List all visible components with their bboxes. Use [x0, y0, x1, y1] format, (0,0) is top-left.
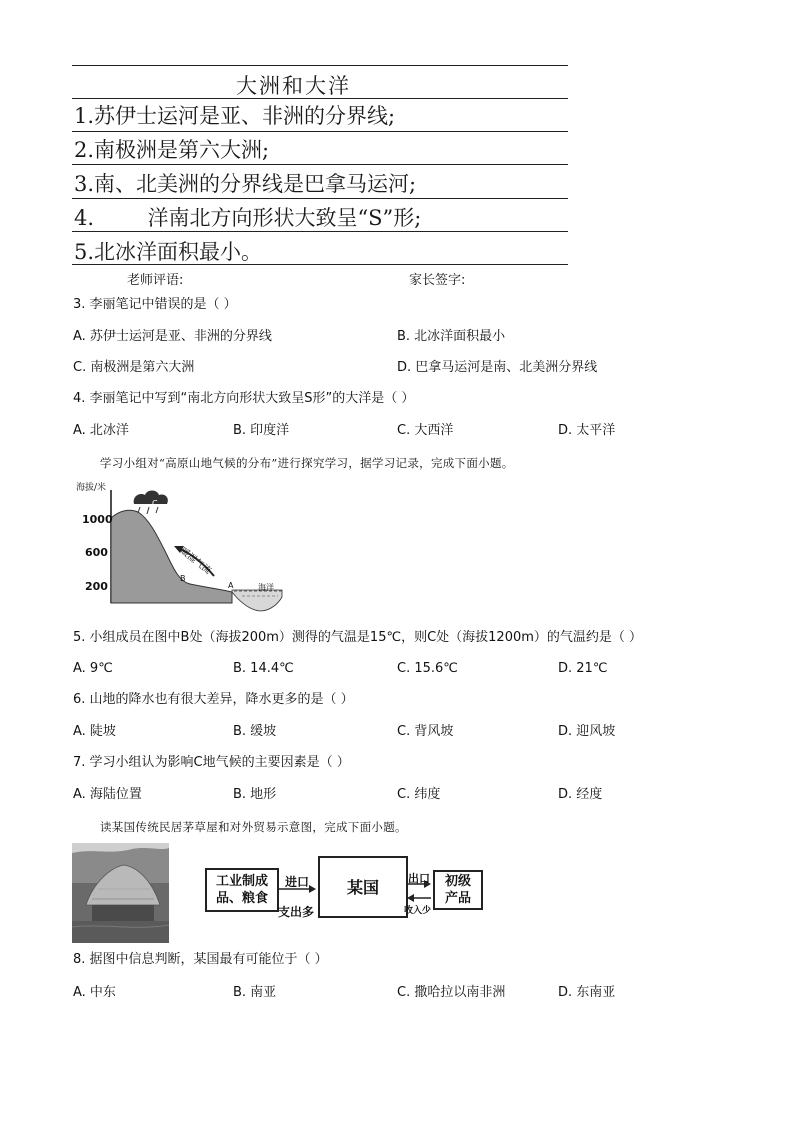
question-6-option-c[interactable]: C. 背风坡 [397, 724, 454, 739]
thatched-hut-svg [72, 843, 169, 943]
country-label: 某国 [346, 877, 379, 897]
intro-trade: 读某国传统民居茅草屋和对外贸易示意图，完成下面小题。 [100, 820, 407, 834]
notebook-line-3: 3.南、北美洲的分界线是巴拿马运河; [74, 172, 417, 196]
income-label: 收入少 [404, 906, 432, 916]
question-8-option-b[interactable]: B. 南亚 [233, 985, 277, 1000]
question-3-stem: 3. 李丽笔记中错误的是（ ） [73, 297, 237, 312]
export-label: 出口 [408, 872, 430, 885]
question-7-option-d[interactable]: D. 经度 [558, 787, 603, 802]
point-b-label: B [180, 574, 186, 583]
wind-label: 暖湿气流 [177, 546, 213, 577]
question-6-option-b[interactable]: B. 缓坡 [233, 724, 277, 739]
question-5-option-a[interactable]: A. 9℃ [73, 661, 113, 676]
parent-sign-label: 家长签字: [409, 273, 466, 288]
question-4-option-a[interactable]: A. 北冰洋 [73, 423, 129, 438]
notebook-rule [72, 198, 568, 199]
question-7-option-a[interactable]: A. 海陆位置 [73, 787, 142, 802]
trade-diagram [205, 856, 485, 918]
trade-arrows-svg [205, 856, 485, 918]
question-7-option-c[interactable]: C. 纬度 [397, 787, 441, 802]
rain-drop [147, 507, 149, 514]
question-5-option-d[interactable]: D. 21℃ [558, 661, 608, 676]
question-3-option-b[interactable]: B. 北冰洋面积最小 [397, 329, 506, 344]
primary-goods-label: 初级产品 [444, 874, 471, 906]
question-8-option-c[interactable]: C. 撒哈拉以南非洲 [397, 985, 506, 1000]
notebook-rule [72, 231, 568, 232]
y-axis-label: 海拔/米 [76, 483, 107, 493]
notebook-rule [72, 65, 568, 66]
question-3-option-a[interactable]: A. 苏伊士运河是亚、非洲的分界线 [73, 329, 272, 344]
notebook-rule [72, 264, 568, 265]
y-tick-200: 200 [85, 580, 108, 593]
thatched-hut-photo [72, 843, 169, 943]
question-4-option-b[interactable]: B. 印度洋 [233, 423, 290, 438]
question-3-option-d[interactable]: D. 巴拿马运河是南、北美洲分界线 [397, 360, 598, 375]
question-5-option-b[interactable]: B. 14.4℃ [233, 661, 294, 676]
question-8-option-a[interactable]: A. 中东 [73, 985, 116, 1000]
question-6-option-d[interactable]: D. 迎风坡 [558, 724, 616, 739]
notebook-rule [72, 131, 568, 132]
point-c-label: C [152, 499, 158, 508]
question-6-option-a[interactable]: A. 陡坡 [73, 724, 116, 739]
notebook-rule [72, 164, 568, 165]
y-tick-600: 600 [85, 546, 108, 559]
hut-wall [92, 905, 154, 921]
question-8-stem: 8. 据图中信息判断，某国最有可能位于（ ） [73, 952, 328, 967]
notebook-rule [72, 98, 568, 99]
ocean-label: 海洋 [258, 583, 274, 592]
notebook-title: 大洲和大洋 [236, 74, 351, 98]
y-tick-1000: 1000 [82, 513, 113, 526]
question-3-option-c[interactable]: C. 南极洲是第六大洲 [73, 360, 195, 375]
industrial-goods-label: 工业制成品、粮食 [215, 874, 268, 906]
question-4-stem: 4. 李丽笔记中写到“南北方向形状大致呈S形”的大洋是（ ） [73, 391, 415, 406]
import-label: 进口 [285, 875, 310, 889]
question-5-option-c[interactable]: C. 15.6℃ [397, 661, 458, 676]
question-5-stem: 5. 小组成员在图中B处（海拔200m）测得的气温是15℃，则C处（海拔1200m）的气温约是（ ） [73, 630, 643, 645]
intro-mountain-climate: 学习小组对“高原山地气候的分布”进行探究学习，据学习记录，完成下面小题。 [100, 456, 514, 470]
cloud-icon [134, 491, 168, 505]
notebook-line-4: 4. 洋南北方向形状大致呈“S”形; [74, 206, 422, 230]
notebook-line-5: 5.北冰洋面积最小。 [74, 240, 263, 264]
question-4-option-c[interactable]: C. 大西洋 [397, 423, 454, 438]
question-7-option-b[interactable]: B. 地形 [233, 787, 277, 802]
expense-label: 支出多 [278, 905, 315, 919]
question-4-option-d[interactable]: D. 太平洋 [558, 423, 616, 438]
notebook-line-1: 1.苏伊士运河是亚、非洲的分界线; [74, 104, 396, 128]
mountain-profile-figure [74, 478, 284, 618]
teacher-comment-label: 老师评语: [127, 273, 184, 288]
point-a-label: A [228, 581, 234, 590]
notebook-line-2: 2.南极洲是第六大洲; [74, 138, 270, 162]
question-7-stem: 7. 学习小组认为影响C地气候的主要因素是（ ） [73, 755, 350, 770]
question-8-option-d[interactable]: D. 东南亚 [558, 985, 616, 1000]
question-6-stem: 6. 山地的降水也有很大差异，降水更多的是（ ） [73, 692, 354, 707]
ocean-basin [232, 590, 282, 611]
mountain-shape [111, 510, 232, 603]
